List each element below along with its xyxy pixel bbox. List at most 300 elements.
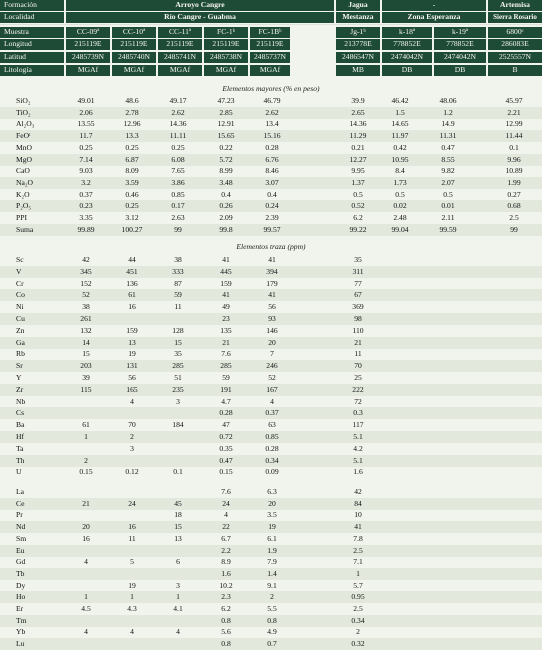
latitude-7: 2474042N — [382, 52, 432, 63]
ree-value: 19 — [128, 580, 136, 590]
major-value: 13.3 — [125, 131, 139, 141]
ree-value: 2.2 — [221, 545, 231, 555]
header-formacion-label: Formación — [0, 0, 64, 11]
major-value: 1.73 — [393, 177, 407, 187]
trace-value — [156, 456, 200, 466]
major-value: 0.27 — [507, 189, 521, 199]
major-value: 3.2 — [81, 177, 91, 187]
trace-value: 0.1 — [173, 467, 183, 477]
trace-value — [64, 444, 108, 454]
sublocality-sierra-rosario: Sierra Rosario — [488, 12, 542, 23]
ree-value — [378, 522, 422, 532]
major-value: 2.62 — [265, 107, 279, 117]
ree-element-name: Pr — [16, 510, 23, 520]
major-value: 9.95 — [351, 166, 365, 176]
trace-value: 63 — [268, 420, 276, 430]
ree-value: 24 — [128, 498, 136, 508]
major-element-name: FeOᵗ — [16, 131, 31, 141]
ree-value — [64, 487, 108, 497]
ree-value — [110, 487, 154, 497]
ree-value: 10 — [354, 510, 362, 520]
major-value: 0.52 — [351, 201, 365, 211]
trace-value: 311 — [352, 266, 364, 276]
trace-value — [378, 397, 422, 407]
trace-value: 2 — [130, 432, 134, 441]
major-value: 0.4 — [221, 189, 231, 199]
major-value: 2.65 — [351, 107, 365, 117]
trace-value: 87 — [174, 278, 182, 288]
ree-value: 4.1 — [173, 604, 183, 613]
major-value: 8.99 — [219, 166, 233, 176]
ree-value — [110, 510, 154, 520]
major-element-name: PPI — [16, 213, 27, 222]
major-element-name: Al₂O₃ — [16, 119, 35, 129]
trace-value — [492, 444, 536, 454]
trace-value — [426, 314, 470, 324]
trace-value: 56 — [268, 302, 276, 312]
ree-value: 1.9 — [267, 545, 277, 555]
major-value: 3.48 — [219, 177, 233, 187]
trace-value: 7.6 — [221, 349, 231, 359]
trace-value: 21 — [222, 337, 230, 347]
trace-element-name: Th — [16, 455, 25, 465]
ree-value — [378, 569, 422, 579]
trace-value — [378, 290, 422, 300]
ree-value — [156, 616, 200, 626]
ree-value: 6.1 — [267, 533, 277, 543]
major-value: 10.89 — [505, 166, 523, 176]
ree-element-name: Eu — [16, 545, 25, 555]
trace-value: 261 — [80, 314, 92, 323]
section-trace-elements: Elementos traza (ppm) — [236, 242, 306, 251]
ree-value: 7.8 — [353, 533, 363, 543]
trace-value — [492, 279, 536, 289]
major-value: 6.08 — [171, 154, 185, 164]
ree-value — [156, 546, 200, 556]
major-value: 9.96 — [507, 154, 521, 164]
major-value: 2.85 — [219, 107, 233, 117]
trace-value: 159 — [126, 325, 138, 335]
major-value: 0.46 — [125, 189, 139, 199]
sublocality-rio-cangre: Río Cangre - Guabma — [66, 12, 334, 23]
major-value: 9.82 — [441, 166, 455, 176]
ree-value — [378, 616, 422, 626]
trace-value: 56 — [128, 373, 136, 382]
ree-value: 22 — [222, 522, 230, 532]
trace-value: 369 — [352, 302, 364, 312]
major-element-name: CaO — [16, 166, 30, 176]
major-value: 3.59 — [125, 177, 139, 187]
ree-value: 1 — [84, 592, 88, 602]
trace-value: 14 — [82, 337, 90, 347]
ree-value: 4 — [84, 627, 88, 637]
ree-value — [492, 639, 536, 649]
trace-value: 0.37 — [265, 408, 279, 418]
ree-value: 2 — [356, 627, 360, 637]
trace-value — [492, 361, 536, 371]
ree-value: 6 — [176, 557, 180, 567]
trace-value — [378, 432, 422, 442]
trace-value: 23 — [222, 314, 230, 323]
trace-value: 41 — [222, 290, 230, 300]
ree-value: 18 — [174, 510, 182, 520]
major-value: 46.79 — [263, 96, 281, 105]
trace-element-name: Zr — [16, 384, 24, 394]
ree-value — [492, 499, 536, 509]
major-value: 7.14 — [79, 154, 93, 164]
ree-value — [426, 499, 470, 509]
trace-value — [378, 408, 422, 418]
major-value: 13.55 — [77, 119, 95, 129]
latitude-4: 2485738N — [204, 52, 248, 63]
major-value: 11.44 — [505, 131, 523, 141]
major-value: 0.21 — [351, 142, 365, 152]
trace-value: 4 — [270, 396, 274, 406]
ree-value — [492, 604, 536, 614]
ree-value: 7.1 — [353, 557, 363, 567]
trace-value — [378, 420, 422, 430]
major-value: 3.35 — [79, 213, 93, 222]
trace-value: 3 — [176, 396, 180, 406]
ree-value: 7.6 — [221, 487, 231, 496]
major-value: 8.09 — [125, 166, 139, 176]
ree-value — [64, 616, 108, 626]
ree-value: 19 — [268, 522, 276, 532]
major-value: 2.11 — [441, 213, 455, 222]
trace-value — [378, 267, 422, 277]
major-value: 2.39 — [265, 213, 279, 222]
header-latitud-label: Latitud — [0, 52, 64, 63]
trace-value — [492, 314, 536, 324]
longitude-4: 215119E — [204, 39, 248, 50]
trace-value — [492, 432, 536, 442]
longitude-9: 286083E — [488, 39, 542, 50]
ree-value — [426, 522, 470, 532]
trace-value: 25 — [354, 373, 362, 382]
ree-value — [426, 487, 470, 497]
trace-value — [426, 456, 470, 466]
ree-value: 16 — [82, 533, 90, 543]
major-element-name: MgO — [16, 154, 33, 164]
ree-value: 2.3 — [221, 592, 231, 602]
ree-value — [492, 616, 536, 626]
trace-value: 136 — [126, 278, 138, 288]
trace-value: 191 — [220, 384, 232, 394]
trace-element-name: Cr — [16, 278, 24, 288]
major-value: 0.5 — [395, 189, 405, 199]
trace-value — [426, 397, 470, 407]
major-value: 2.21 — [507, 107, 521, 117]
trace-value: 15 — [82, 349, 90, 359]
trace-value: 0.34 — [265, 455, 279, 465]
trace-value: 1 — [84, 432, 88, 441]
major-value: 11.29 — [349, 131, 367, 141]
ree-value: 0.8 — [267, 615, 277, 625]
ree-value — [110, 569, 154, 579]
ree-value — [492, 627, 536, 637]
major-value: 15.65 — [217, 131, 235, 141]
ree-value — [378, 510, 422, 520]
major-value: 0.5 — [353, 189, 363, 199]
ree-value: 3 — [176, 580, 180, 590]
ree-value: 9.1 — [267, 580, 277, 590]
major-value: 48.6 — [125, 96, 139, 105]
trace-value: 52 — [268, 373, 276, 382]
trace-value — [378, 349, 422, 359]
trace-value — [110, 456, 154, 466]
major-value: 12.96 — [123, 119, 141, 129]
trace-value: 38 — [82, 302, 90, 312]
trace-element-name: Ta — [16, 443, 24, 453]
ree-value: 4.5 — [81, 604, 91, 613]
major-value: 0.25 — [125, 201, 139, 211]
trace-value: 44 — [128, 255, 136, 264]
major-value: 14.36 — [349, 119, 367, 129]
trace-value: 0.3 — [353, 408, 363, 418]
ree-value: 4 — [130, 627, 134, 637]
ree-element-name: Tm — [16, 615, 27, 625]
trace-value: 11 — [174, 302, 182, 312]
ree-value — [492, 592, 536, 602]
lithology-7: DB — [382, 65, 432, 76]
trace-value — [426, 361, 470, 371]
ree-value — [110, 639, 154, 649]
major-value: 0.37 — [79, 189, 93, 199]
latitude-6: 2486547N — [336, 52, 380, 63]
major-element-name: TiO₂ — [16, 107, 31, 117]
ree-element-name: Yb — [16, 627, 26, 637]
trace-value: 0.28 — [265, 443, 279, 453]
sample-id-2: CC-10ª — [112, 27, 156, 38]
header-muestra-label: Muestra — [0, 27, 64, 38]
ree-value: 15 — [174, 522, 182, 532]
trace-value — [426, 349, 470, 359]
major-value: 99.57 — [263, 224, 281, 234]
trace-value: 3 — [130, 443, 134, 453]
major-value: 99.59 — [439, 224, 457, 234]
trace-value: 4 — [130, 396, 134, 406]
lithology-5: MGAf — [250, 65, 290, 76]
lithology-9: B — [488, 65, 542, 76]
trace-value: 165 — [126, 384, 138, 394]
trace-value — [378, 255, 422, 265]
major-value: 99 — [510, 224, 518, 234]
trace-value: 222 — [352, 384, 364, 394]
trace-value — [426, 255, 470, 265]
ree-value: 2 — [270, 592, 274, 602]
ree-value: 0.7 — [267, 639, 277, 649]
ree-value — [492, 487, 536, 497]
trace-value — [378, 326, 422, 336]
trace-value — [426, 326, 470, 336]
trace-value — [426, 290, 470, 300]
trace-value — [64, 397, 108, 407]
trace-value — [492, 290, 536, 300]
ree-value — [64, 569, 108, 579]
ree-value: 16 — [128, 522, 136, 532]
ree-value: 4 — [84, 557, 88, 567]
trace-value — [378, 314, 422, 324]
ree-value — [426, 534, 470, 544]
major-value: 8.55 — [441, 154, 455, 164]
major-value: 0.47 — [441, 142, 455, 152]
sample-id-3: CC-11ª — [158, 27, 202, 38]
section-major-elements: Elementos mayores (% en peso) — [222, 84, 320, 93]
major-value: 0.4 — [267, 189, 277, 199]
trace-value — [64, 408, 108, 418]
sample-id-7: k-18ª — [382, 27, 432, 38]
header-localidad-label: Localidad — [0, 12, 64, 23]
trace-value — [426, 279, 470, 289]
trace-value: 285 — [172, 361, 184, 371]
ree-value: 7.9 — [267, 557, 277, 567]
ree-value — [64, 581, 108, 591]
major-value: 15.16 — [263, 131, 281, 141]
major-element-name: K₂O — [16, 189, 30, 199]
ree-value — [156, 569, 200, 579]
sample-id-1: CC-09ª — [66, 27, 110, 38]
locality-dash: - — [382, 0, 486, 11]
trace-value: 41 — [268, 255, 276, 264]
trace-value: 21 — [354, 337, 362, 347]
major-value: 49.17 — [169, 96, 187, 105]
ree-value — [426, 604, 470, 614]
trace-value: 20 — [268, 337, 276, 347]
trace-value: 135 — [220, 325, 232, 335]
trace-element-name: Co — [16, 290, 25, 300]
major-value: 1.2 — [443, 107, 453, 117]
ree-value — [492, 569, 536, 579]
trace-value: 77 — [354, 278, 362, 288]
ree-value — [110, 616, 154, 626]
major-value: 0.17 — [171, 201, 185, 211]
trace-value: 394 — [266, 266, 278, 276]
trace-value: 72 — [354, 396, 362, 406]
ree-value — [378, 581, 422, 591]
trace-value: 445 — [220, 266, 232, 276]
ree-value: 41 — [354, 522, 362, 532]
trace-value — [156, 432, 200, 442]
major-value: 100.27 — [121, 224, 143, 234]
ree-value — [426, 616, 470, 626]
ree-element-name: La — [16, 487, 25, 496]
trace-value: 11 — [354, 349, 362, 359]
header-longitud-label: Longitud — [0, 39, 64, 50]
trace-value: 0.15 — [79, 467, 93, 477]
trace-value — [426, 302, 470, 312]
trace-element-name: Nb — [16, 396, 26, 406]
trace-value — [492, 467, 536, 477]
ree-value — [64, 546, 108, 556]
major-value: 2.48 — [393, 213, 407, 222]
trace-value: 19 — [128, 349, 136, 359]
ree-value: 1.4 — [267, 568, 277, 578]
latitude-8: 2474042N — [434, 52, 486, 63]
trace-value: 146 — [266, 325, 278, 335]
major-value: 8.46 — [265, 166, 279, 176]
ree-value: 4.3 — [127, 604, 137, 613]
major-value: 5.72 — [219, 154, 233, 164]
ree-value: 10.2 — [219, 580, 233, 590]
trace-element-name: Zn — [16, 325, 25, 335]
sample-id-5: FC-1Bᵇ — [250, 27, 290, 38]
major-value: 0.26 — [219, 201, 233, 211]
trace-value — [492, 420, 536, 430]
trace-value: 117 — [352, 420, 364, 430]
lithology-1: MGAf — [66, 65, 110, 76]
ree-value — [156, 487, 200, 497]
trace-value: 59 — [222, 373, 230, 382]
ree-value — [378, 627, 422, 637]
ree-value: 11 — [128, 533, 136, 543]
major-value: 0.01 — [441, 201, 455, 211]
major-value: 9.03 — [79, 166, 93, 176]
major-value: 11.31 — [439, 131, 457, 141]
ree-element-name: Gd — [16, 557, 26, 567]
longitude-7: 778852E — [382, 39, 432, 50]
lithology-6: MB — [336, 65, 380, 76]
ree-value — [492, 546, 536, 556]
trace-value — [426, 444, 470, 454]
trace-value — [492, 456, 536, 466]
lithology-3: MGAf — [158, 65, 202, 76]
ree-value: 4 — [176, 627, 180, 637]
major-value: 11.11 — [169, 131, 187, 141]
ree-element-name: Tb — [16, 568, 25, 578]
trace-value: 39 — [82, 373, 90, 382]
ree-value: 5.5 — [267, 604, 277, 613]
trace-element-name: Sr — [16, 361, 23, 371]
trace-value — [492, 255, 536, 265]
sample-id-8: k-19ª — [434, 27, 486, 38]
ree-value — [426, 627, 470, 637]
ree-value — [426, 569, 470, 579]
ree-value — [110, 546, 154, 556]
trace-value — [492, 302, 536, 312]
trace-element-name: Ba — [16, 420, 25, 430]
lithology-4: MGAf — [204, 65, 248, 76]
trace-value — [378, 467, 422, 477]
trace-value — [426, 408, 470, 418]
trace-value: 15 — [174, 337, 182, 347]
trace-value — [492, 397, 536, 407]
trace-value: 13 — [128, 337, 136, 347]
trace-value: 5.1 — [353, 432, 363, 441]
trace-value — [156, 314, 200, 324]
major-value: 11.97 — [391, 131, 409, 141]
trace-value: 159 — [220, 278, 232, 288]
longitude-2: 215119E — [112, 39, 156, 50]
trace-value: 59 — [174, 290, 182, 300]
major-value: 2.09 — [219, 213, 233, 222]
ree-element-name: Nd — [16, 522, 26, 532]
trace-value: 52 — [82, 290, 90, 300]
ree-value: 2.5 — [353, 545, 363, 555]
major-value: 0.25 — [171, 142, 185, 152]
major-value: 99.8 — [219, 224, 233, 234]
trace-value: 132 — [80, 325, 92, 335]
major-value: 99.89 — [77, 224, 95, 234]
major-value: 3.12 — [125, 213, 139, 222]
ree-value — [156, 639, 200, 649]
major-value: 6.2 — [353, 213, 363, 222]
major-value: 45.97 — [505, 96, 523, 105]
trace-value: 93 — [268, 314, 276, 323]
trace-value: 2 — [84, 455, 88, 465]
major-value: 0.25 — [79, 142, 93, 152]
major-value: 11.7 — [79, 131, 93, 141]
ree-value — [426, 592, 470, 602]
